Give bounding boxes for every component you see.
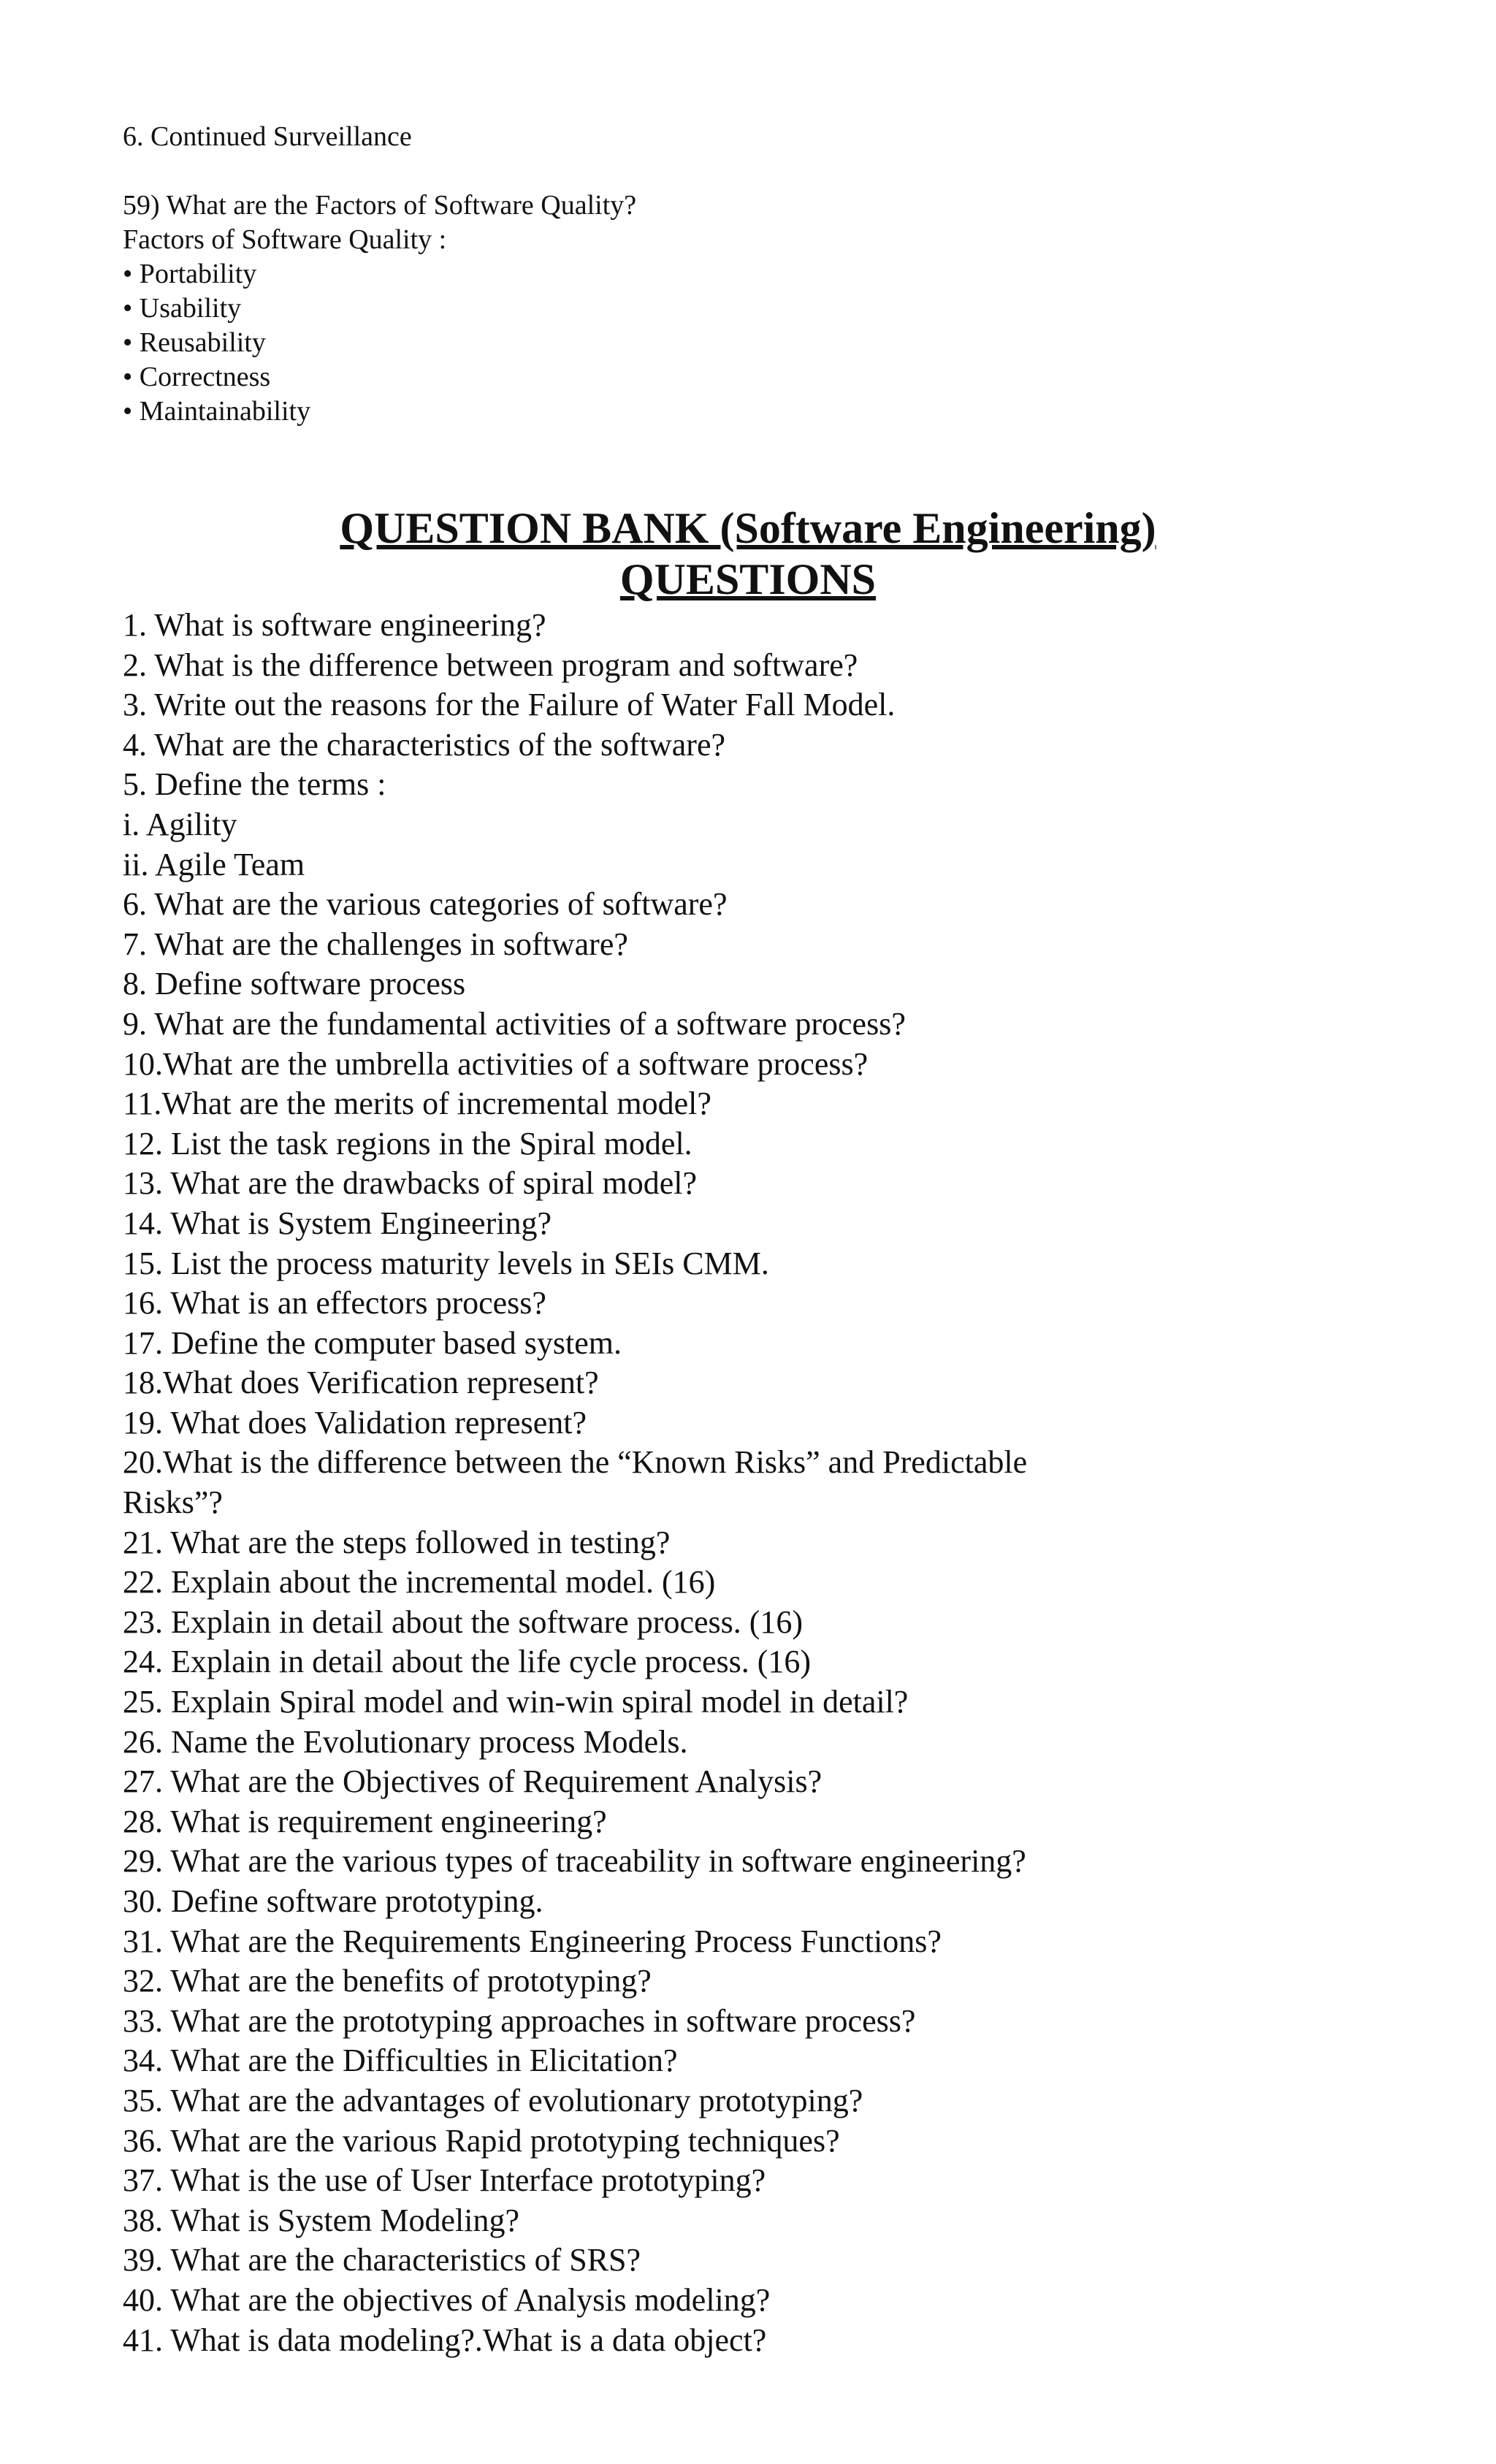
question-item: 38. What is System Modeling? xyxy=(123,2202,520,2238)
question-item: 13. What are the drawbacks of spiral model? xyxy=(123,1165,698,1202)
paragraph-gap xyxy=(123,154,1291,188)
question-item: 8. Define software process xyxy=(123,966,466,1002)
intro-line: 6. Continued Surveillance xyxy=(123,121,412,152)
question-item: Risks”? xyxy=(123,1484,223,1521)
question-item: 21. What are the steps followed in testing? xyxy=(123,1524,671,1560)
question-item: ii. Agile Team xyxy=(123,846,305,882)
question-item: 10.What are the umbrella activities of a software process? xyxy=(123,1045,869,1082)
question-item: 23. Explain in detail about the software process. (16) xyxy=(123,1603,804,1640)
bullet-item: • Portability xyxy=(123,259,257,289)
question-item: 12. List the task regions in the Spiral model. xyxy=(123,1125,692,1162)
question-item: i. Agility xyxy=(123,806,237,842)
bullet-item: • Usability xyxy=(123,293,242,324)
question-item: 22. Explain about the incremental model. (16) xyxy=(123,1564,716,1601)
question-item: 41. What is data modeling?.What is a data object? xyxy=(123,2322,767,2358)
intro-section xyxy=(123,120,1291,429)
question-item: 33. What are the prototyping approaches in software process? xyxy=(123,2002,916,2039)
intro-line: 59) What are the Factors of Software Quality? xyxy=(123,190,637,221)
question-item: 4. What are the characteristics of the software? xyxy=(123,726,725,763)
question-item: 36. What are the various Rapid prototyping techniques? xyxy=(123,2122,840,2159)
question-item: 37. What is the use of User Interface prototyping? xyxy=(123,2162,766,2199)
question-item: 1. What is software engineering? xyxy=(123,607,546,643)
question-item: 17. Define the computer based system. xyxy=(123,1324,622,1361)
bullet-item: • Correctness xyxy=(123,362,271,392)
question-list xyxy=(123,606,1452,2360)
question-item: 15. List the process maturity levels in SEIs CMM. xyxy=(123,1245,769,1281)
question-item: 31. What are the Requirements Engineering Process Functions? xyxy=(123,1923,942,1959)
intro-line: Factors of Software Quality : xyxy=(123,224,447,255)
bullet-item: • Reusability xyxy=(123,327,266,358)
question-item: 24. Explain in detail about the life cycle process. (16) xyxy=(123,1644,812,1680)
page-title: QUESTION BANK (Software Engineering) xyxy=(340,504,1156,552)
question-item: 34. What are the Difficulties in Elicitation? xyxy=(123,2042,678,2079)
question-item: 11.What are the merits of incremental model? xyxy=(123,1086,711,1122)
question-item: 26. Name the Evolutionary process Models. xyxy=(123,1723,688,1760)
question-item: 6. What are the various categories of software? xyxy=(123,886,728,923)
question-item: 19. What does Validation represent? xyxy=(123,1404,587,1441)
question-item: 7. What are the challenges in software? xyxy=(123,926,628,962)
question-item: 35. What are the advantages of evolutionary prototyping? xyxy=(123,2082,863,2118)
question-item: 32. What are the benefits of prototyping? xyxy=(123,1963,652,1999)
question-item: 3. Write out the reasons for the Failure of Water Fall Model. xyxy=(123,687,896,723)
question-item: 9. What are the fundamental activities of a software process? xyxy=(123,1005,906,1042)
question-item: 29. What are the various types of traceability in software engineering? xyxy=(123,1843,1026,1880)
question-item: 5. Define the terms : xyxy=(123,766,386,803)
page-subtitle: QUESTIONS xyxy=(619,555,877,603)
bullet-item: • Maintainability xyxy=(123,396,311,427)
question-item: 30. Define software prototyping. xyxy=(123,1883,543,1919)
question-item: 25. Explain Spiral model and win-win spiral model in detail? xyxy=(123,1684,909,1720)
question-item: 2. What is the difference between program and software? xyxy=(123,646,858,683)
question-item: 20.What is the difference between the “Known Risks” and Predictable xyxy=(123,1444,1028,1481)
question-item: 16. What is an effectors process? xyxy=(123,1285,546,1321)
question-item: 18.What does Verification represent? xyxy=(123,1365,599,1401)
question-item: 28. What is requirement engineering? xyxy=(123,1803,607,1839)
question-item: 40. What are the objectives of Analysis modeling? xyxy=(123,2281,771,2318)
question-item: 14. What is System Engineering? xyxy=(123,1205,552,1241)
question-item: 27. What are the Objectives of Requirement Analysis? xyxy=(123,1763,823,1800)
question-item: 39. What are the characteristics of SRS? xyxy=(123,2242,641,2278)
